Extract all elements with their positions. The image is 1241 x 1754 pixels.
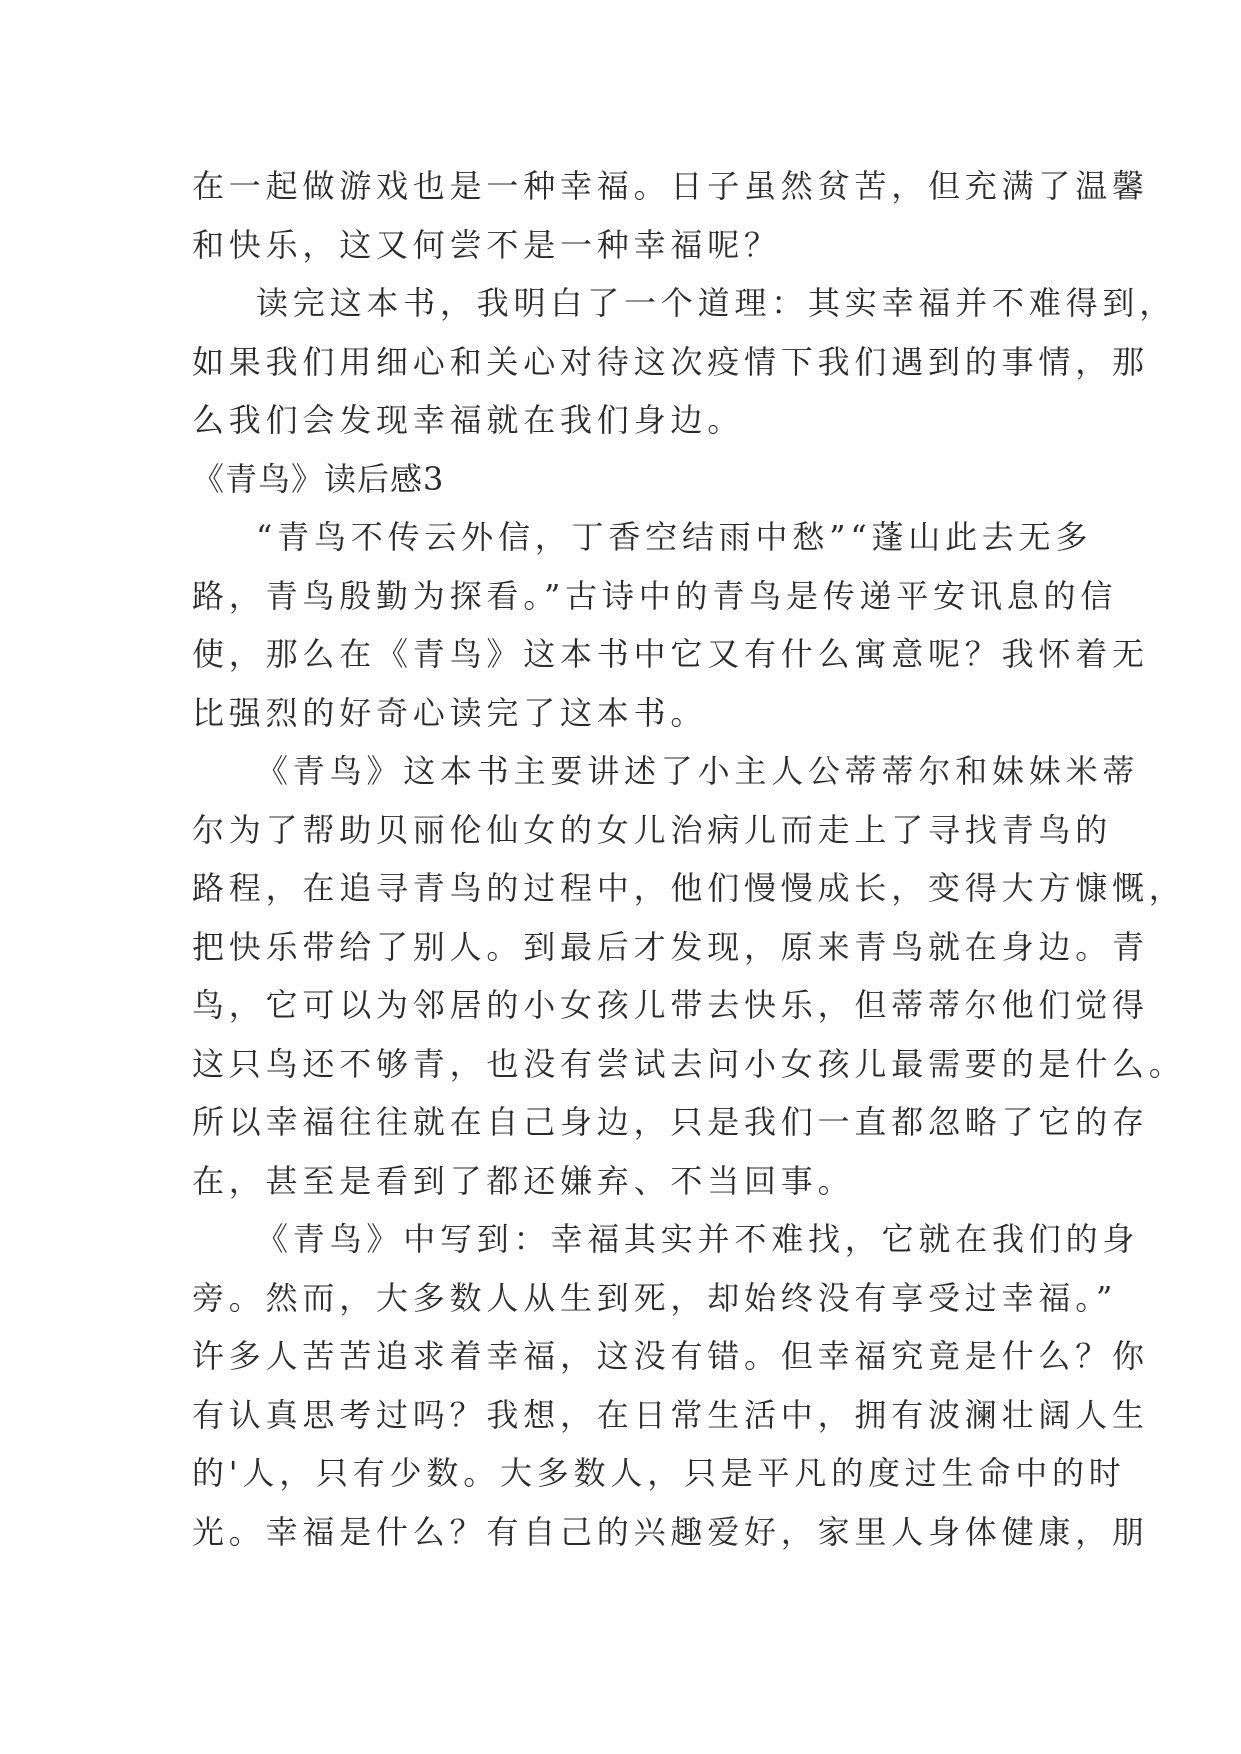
body-text <box>192 157 1186 1561</box>
text-line: 所以幸福往往就在自己身边，只是我们一直都忽略了它的存 <box>192 1103 1149 1141</box>
text-line: 《青鸟》中写到：幸福其实并不难找，它就在我们的身 <box>256 1220 1140 1258</box>
text-line: 《青鸟》这本书主要讲述了小主人公蒂蒂尔和妹妹米蒂 <box>256 752 1140 790</box>
text-line: 读完这本书，我明白了一个道理：其实幸福并不难得到， <box>256 284 1177 322</box>
text-line: 路，青鸟殷勤为探看。”古诗中的青鸟是传递平安讯息的信 <box>192 576 1118 615</box>
text-line: 的'人，只有少数。大多数人，只是平凡的度过生命中的时 <box>192 1454 1126 1492</box>
text-line: 把快乐带给了别人。到最后才发现，原来青鸟就在身边。青 <box>192 927 1149 966</box>
text-line: 比强烈的好奇心读完了这本书。 <box>192 693 708 732</box>
text-line: 鸟，它可以为邻居的小女孩儿带去快乐，但蒂蒂尔他们觉得 <box>192 986 1149 1024</box>
text-line: 旁。然而，大多数人从生到死，却始终没有享受过幸福。” <box>192 1278 1118 1317</box>
text-line: 使，那么在《青鸟》这本书中它又有什么寓意呢？我怀着无 <box>192 635 1149 673</box>
section-heading: 《青鸟》读后感3 <box>192 459 445 498</box>
text-line: 有认真思考过吗？我想，在日常生活中，拥有波澜壮阔人生 <box>192 1395 1149 1434</box>
text-line: 在，甚至是看到了都还嫌弃、不当回事。 <box>192 1161 855 1200</box>
text-line: 路程，在追寻青鸟的过程中，他们慢慢成长，变得大方慷慨， <box>192 869 1186 907</box>
text-line: 如果我们用细心和关心对待这次疫情下我们遇到的事情，那 <box>192 342 1149 381</box>
text-line: 尔为了帮助贝丽伦仙女的女儿治病儿而走上了寻找青鸟的 <box>192 810 1113 849</box>
text-line: 在一起做游戏也是一种幸福。日子虽然贫苦，但充满了温馨 <box>192 167 1149 205</box>
text-line: 光。幸福是什么？有自己的兴趣爱好，家里人身体健康，朋 <box>192 1512 1149 1551</box>
text-line: 和快乐，这又何尝不是一种幸福呢？ <box>192 225 781 264</box>
text-line: 么我们会发现幸福就在我们身边。 <box>192 401 745 439</box>
text-line: 这只鸟还不够青，也没有尝试去问小女孩儿最需要的是什么。 <box>192 1044 1186 1083</box>
text-line: 许多人苦苦追求着幸福，这没有错。但幸福究竟是什么？你 <box>192 1337 1149 1375</box>
text-line: “青鸟不传云外信，丁香空结雨中愁”“蓬山此去无多 <box>256 518 1093 556</box>
